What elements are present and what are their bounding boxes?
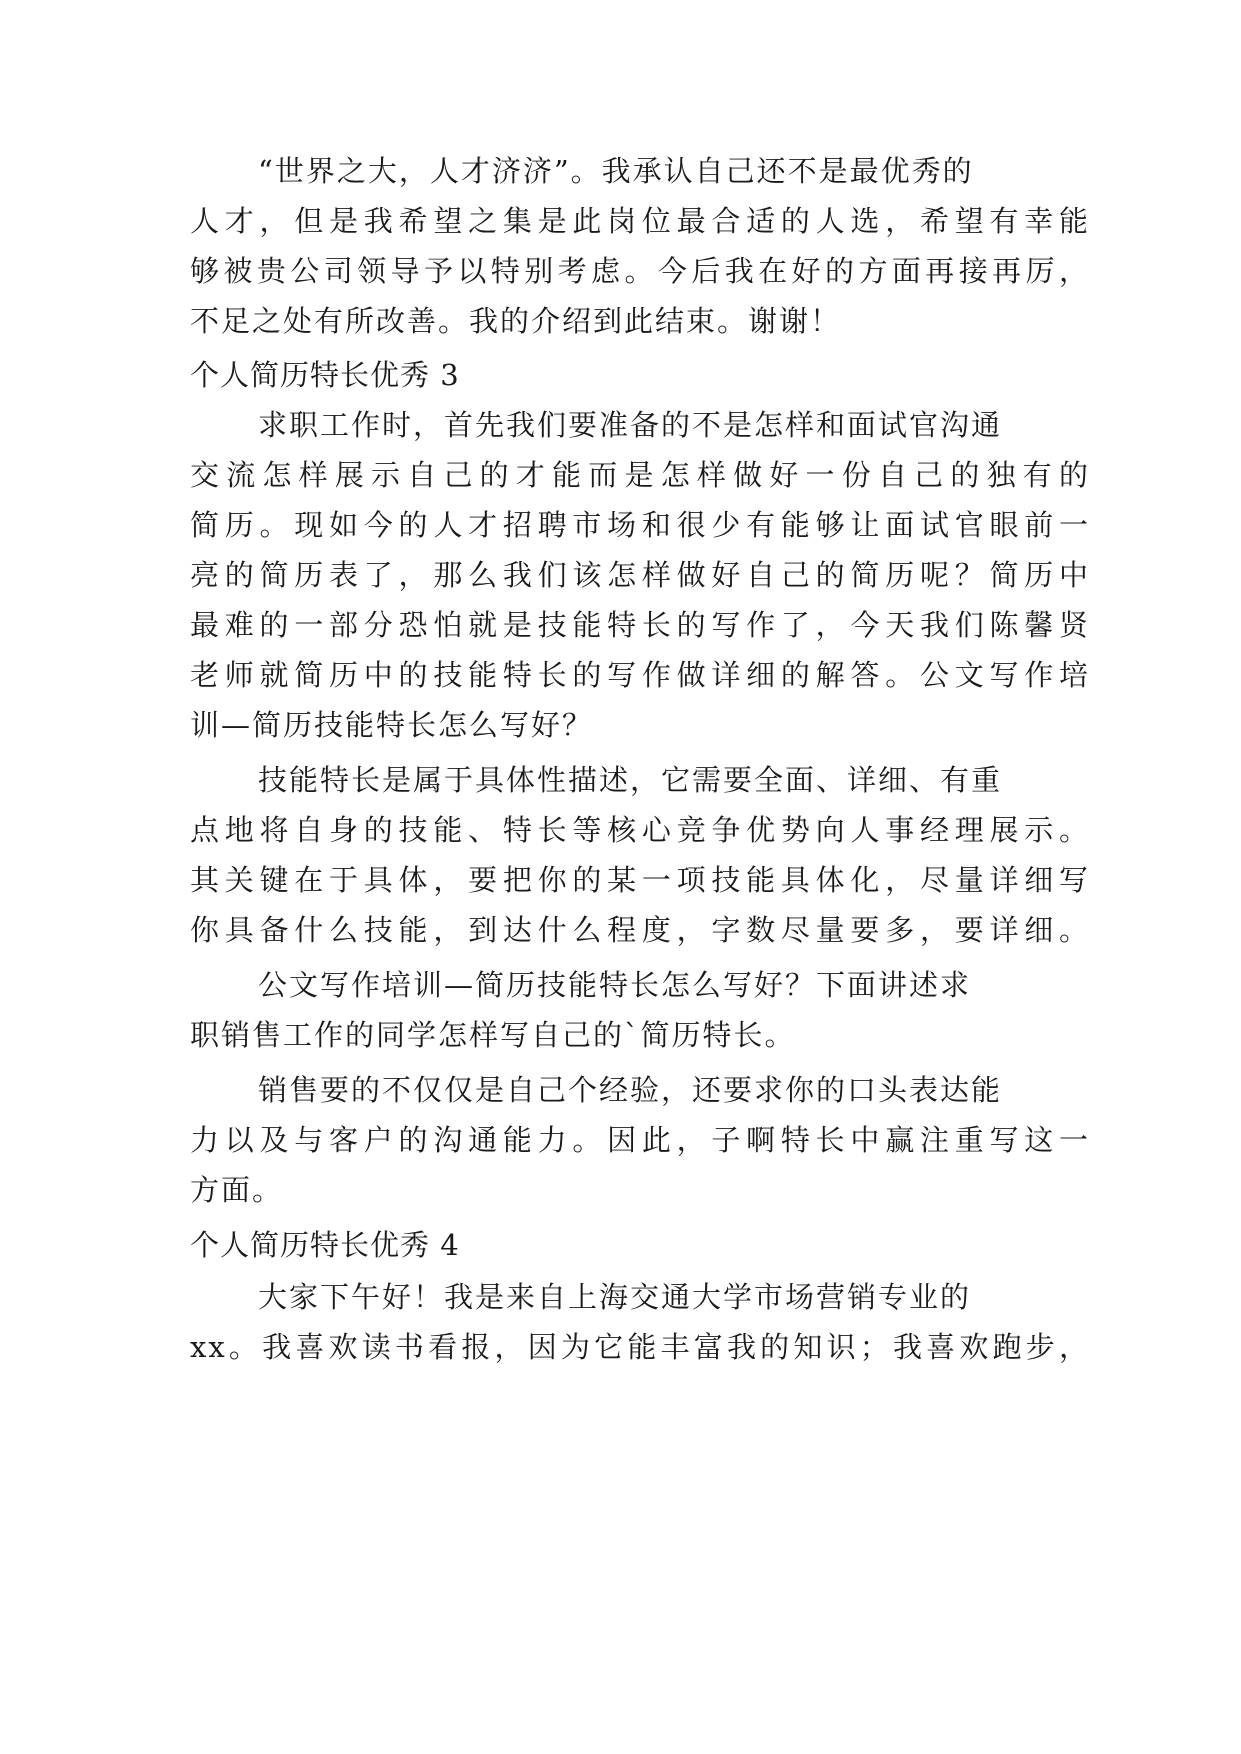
text-line: 训—简历技能特长怎么写好？: [190, 708, 594, 742]
text-line: xx。我喜欢读书看报，因为它能丰富我的知识；我喜欢跑步，: [190, 1330, 1090, 1364]
section-heading: 个人简历特长优秀 3: [190, 358, 460, 392]
text-line: 职销售工作的同学怎样写自己的`简历特长。: [190, 1018, 796, 1052]
text-line: 够被贵公司领导予以特别考虑。今后我在好的方面再接再厉，: [190, 254, 1090, 288]
text-line: 简历。现如今的人才招聘市场和很少有能够让面试官眼前一: [190, 508, 1090, 542]
text-line: 亮的简历表了，那么我们该怎样做好自己的简历呢？简历中: [190, 558, 1090, 592]
text-line: 交流怎样展示自己的才能而是怎样做好一份自己的独有的: [190, 458, 1090, 492]
text-line: 最难的一部分恐怕就是技能特长的写作了，今天我们陈馨贤: [190, 608, 1090, 642]
section-heading: 个人简历特长优秀 4: [190, 1228, 460, 1262]
text-line: 方面。: [190, 1173, 284, 1207]
text-line: 不足之处有所改善。我的介绍到此结束。谢谢！: [190, 304, 842, 338]
text-line: 求职工作时，首先我们要准备的不是怎样和面试官沟通: [258, 408, 1003, 442]
text-line: 销售要的不仅仅是自己个经验，还要求你的口头表达能: [258, 1073, 1003, 1107]
text-line: 其关键在于具体，要把你的某一项技能具体化，尽量详细写: [190, 863, 1090, 897]
text-line: 点地将自身的技能、特长等核心竞争优势向人事经理展示。: [190, 813, 1090, 847]
text-line: 你具备什么技能，到达什么程度，字数尽量要多，要详细。: [190, 913, 1090, 947]
text-line: 人才，但是我希望之集是此岗位最合适的人选，希望有幸能: [190, 204, 1090, 238]
text-line: 大家下午好！我是来自上海交通大学市场营销专业的: [258, 1280, 972, 1314]
text-line: 公文写作培训—简历技能特长怎么写好？下面讲述求: [258, 968, 972, 1002]
text-line: 老师就简历中的技能特长的写作做详细的解答。公文写作培: [190, 658, 1090, 692]
text-line: 技能特长是属于具体性描述，它需要全面、详细、有重: [258, 763, 1003, 797]
text-line: 力以及与客户的沟通能力。因此，子啊特长中赢注重写这一: [190, 1123, 1090, 1157]
text-line: “世界之大，人才济济”。我承认自己还不是最优秀的: [258, 154, 974, 188]
